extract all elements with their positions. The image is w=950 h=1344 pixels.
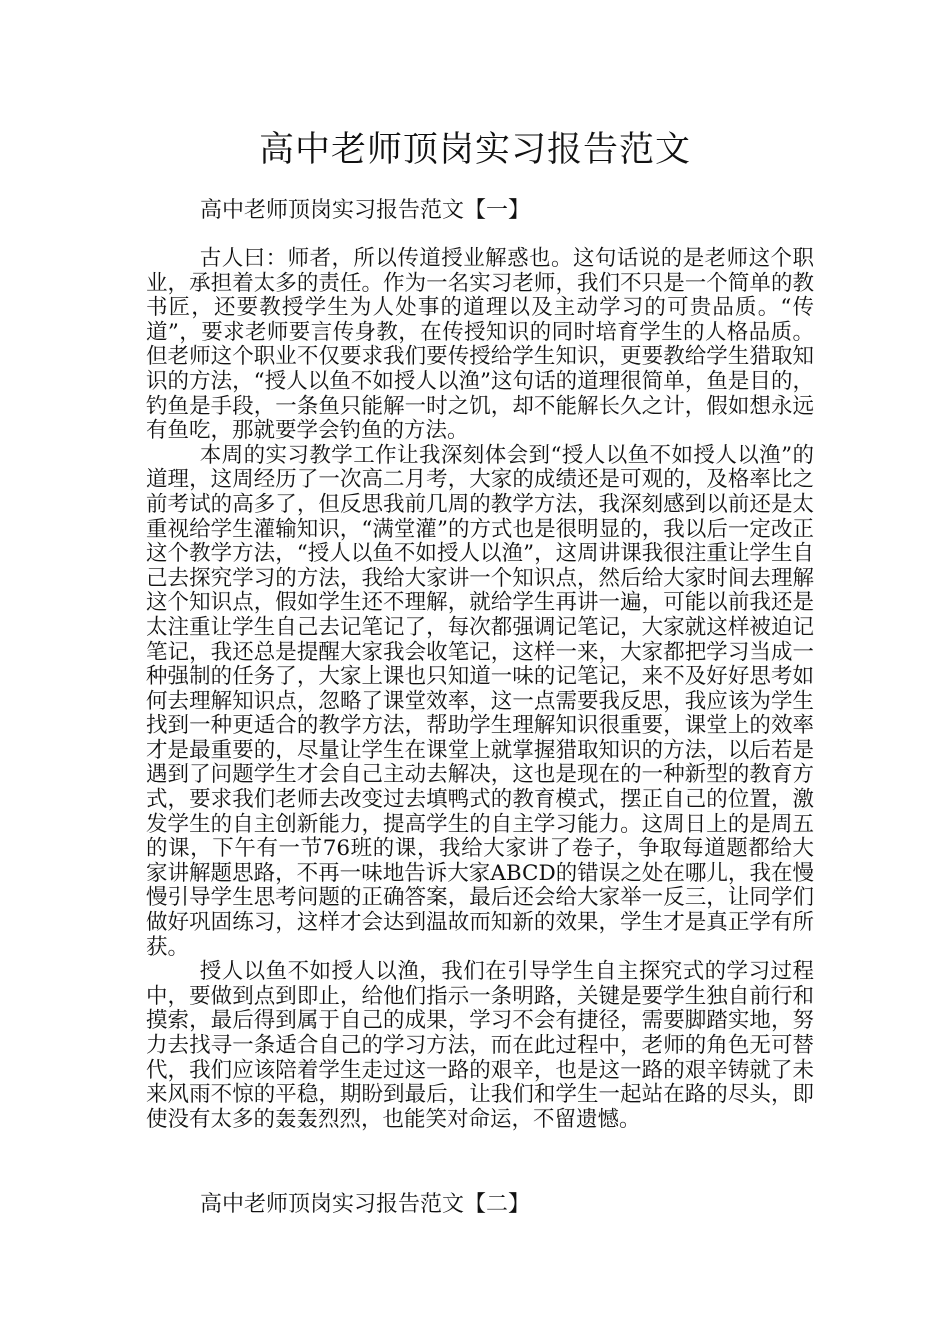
section-heading-2: 高中老师顶岗实习报告范文【二】 xyxy=(200,1192,531,1217)
document-body xyxy=(146,247,814,1132)
paragraph-1: 古人曰：师者，所以传道授业解惑也。这句话说的是老师这个职业，承担着太多的责任。作为一名实习老师，我们不只是一个简单的教书匠，还要教授学生为人处事的道理以及主动学习的可贵品质。“传道”，要求老师要言传身教，在传授知识的同时培育学生的人格品质。但老师这个职业不仅要求我们要传授给学生知识，更要教给学生猎取知识的方法，“授人以鱼不如授人以渔”这句话的道理很简单，鱼是目的，钓鱼是手段，一条鱼只能解一时之饥，却不能解长久之计，假如想永远有鱼吃，那就要学会钓鱼的方法。 xyxy=(146,246,814,444)
paragraph-3: 授人以鱼不如授人以渔，我们在引导学生自主探究式的学习过程中，要做到点到即止，给他们指示一条明路，关键是要学生独自前行和摸索，最后得到属于自己的成果，学习不会有捷径，需要脚踏实地，努力去找寻一条适合自己的学习方法，而在此过程中，老师的角色无可替代，我们应该陪着学生走过这一路的艰辛，也是这一路的艰辛铸就了未来风雨不惊的平稳，期盼到最后，让我们和学生一起站在路的尽头，即使没有太多的轰轰烈烈，也能笑对命运，不留遗憾。 xyxy=(146,959,814,1132)
paragraph-2: 本周的实习教学工作让我深刻体会到“授人以鱼不如授人以渔”的道理，这周经历了一次高二月考，大家的成绩还是可观的，及格率比之前考试的高多了，但反思我前几周的教学方法，我深刻感到以前还是太重视给学生灌输知识，“满堂灌”的方式也是很明显的，我以后一定改正这个教学方法，“授人以鱼不如授人以渔”，这周讲课我很注重让学生自己去探究学习的方法，我给大家讲一个知识点，然后给大家时间去理解这个知识点，假如学生还不理解，就给学生再讲一遍，可能以前我还是太注重让学生自己去记笔记了，每次都强调记笔记，大家就这样被迫记笔记，我还总是提醒大家我会收笔记，这样一来，大家都把学习当成一种强制的任务了，大家上课也只知道一味的记笔记，来不及好好思考如何去理解知识点，忽略了课堂效率，这一点需要我反思，我应该为学生找到一种更适合的教学方法，帮助学生理解知识很重要，课堂上的效率才是最重要的，尽量让学生在课堂上就掌握猎取知识的方法，以后若是遇到了问题学生才会自己主动去解决，这也是现在的一种新型的教育方式，要求我们老师去改变过去填鸭式的教育模式，摆正自己的位置，激发学生的自主创新能力，提高学生的自主学习能力。这周日上的是周五的课，下午有一节76班的课，我给大家讲了卷子，争取每道题都给大家讲解题思路，不再一味地告诉大家ABCD的错误之处在哪儿，我在慢慢引导学生思考问题的正确答案，最后还会给大家举一反三，让同学们做好巩固练习，这样才会达到温故而知新的效果，学生才是真正学有所获。 xyxy=(146,442,814,960)
section-heading-1: 高中老师顶岗实习报告范文【一】 xyxy=(200,198,531,223)
document-title: 高中老师顶岗实习报告范文 xyxy=(258,130,691,170)
